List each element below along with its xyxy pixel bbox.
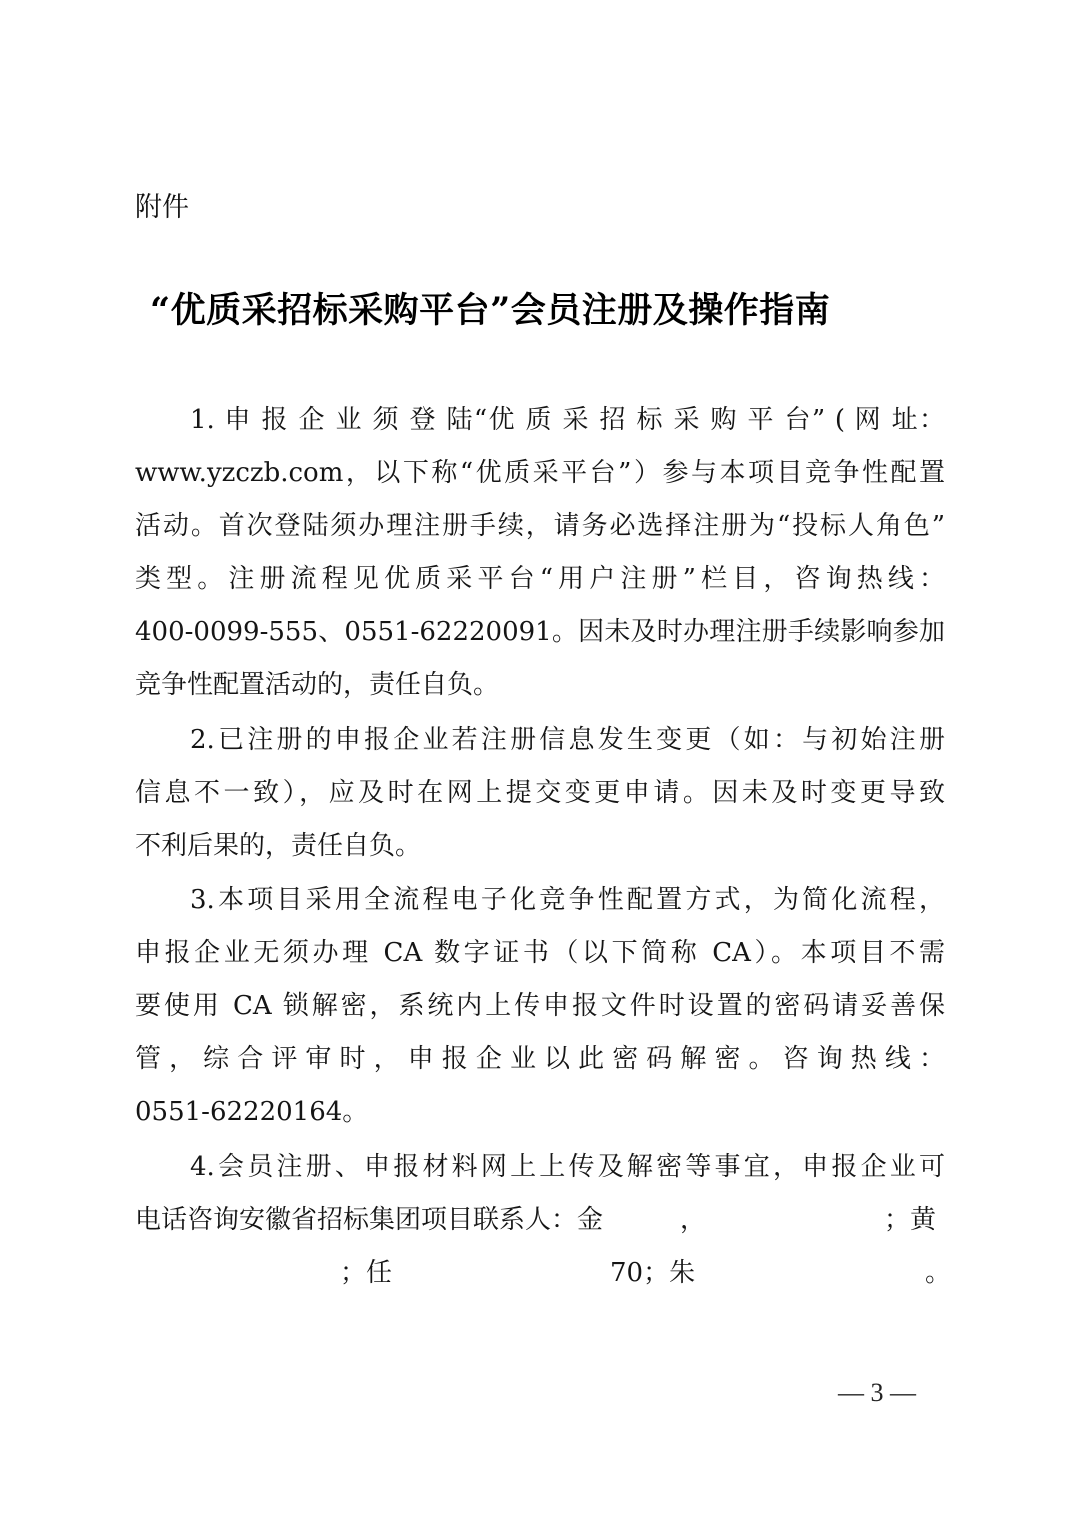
paragraph-3-line-4: 管，综合评审时，申报企业以此密码解密。咨询热线： bbox=[135, 1044, 945, 1074]
paragraph-4-line-2-comma: ， bbox=[680, 1205, 707, 1235]
paragraph-3-line-3: 要使用 CA 锁解密，系统内上传申报文件时设置的密码请妥善保 bbox=[135, 991, 945, 1021]
paragraph-2-line-1: 2.已注册的申报企业若注册信息发生变更（如：与初始注册 bbox=[190, 725, 945, 755]
paragraph-3-line-2: 申报企业无须办理 CA 数字证书（以下简称 CA）。本项目不需 bbox=[135, 938, 945, 968]
paragraph-4-line-2-tail: ；黄 bbox=[884, 1205, 937, 1235]
paragraph-4-line-2-text: 电话咨询安徽省招标集团项目联系人：金 bbox=[135, 1205, 604, 1235]
paragraph-4-line-3-end: 。 bbox=[925, 1258, 952, 1288]
paragraph-1-line-3: 活动。首次登陆须办理注册手续，请务必选择注册为“投标人角色” bbox=[135, 511, 945, 541]
paragraph-4-line-1: 4.会员注册、申报材料网上上传及解密等事宜，申报企业可 bbox=[190, 1152, 945, 1182]
paragraph-1-line-4: 类型。注册流程见优质采平台“用户注册”栏目，咨询热线： bbox=[135, 564, 945, 594]
paragraph-2-line-3: 不利后果的，责任自负。 bbox=[135, 831, 422, 861]
paragraph-1-line-5: 400-0099-555、0551-62220091。因未及时办理注册手续影响参加 bbox=[135, 617, 945, 647]
paragraph-2-line-2: 信息不一致），应及时在网上提交变更申请。因未及时变更导致 bbox=[135, 778, 945, 808]
paragraph-3-line-5: 0551-62220164。 bbox=[135, 1097, 369, 1127]
paragraph-1-line-2: www.yzczb.com，以下称“优质采平台”）参与本项目竞争性配置 bbox=[135, 458, 945, 488]
paragraph-4-line-3-ren: ；任 bbox=[340, 1258, 393, 1288]
page-number: — 3 — bbox=[838, 1378, 916, 1407]
document-title: “优质采招标采购平台”会员注册及操作指南 bbox=[150, 290, 831, 331]
paragraph-3-line-1: 3.本项目采用全流程电子化竞争性配置方式，为简化流程， bbox=[190, 885, 945, 915]
paragraph-1-line-1: 1. 申 报 企 业 须 登 陆“优 质 采 招 标 采 购 平 台” ( 网 址： bbox=[190, 405, 945, 435]
attachment-label: 附件 bbox=[135, 192, 189, 223]
paragraph-1-line-6: 竞争性配置活动的，责任自负。 bbox=[135, 670, 500, 700]
paragraph-4-line-3-zhu: 70；朱 bbox=[610, 1258, 696, 1288]
